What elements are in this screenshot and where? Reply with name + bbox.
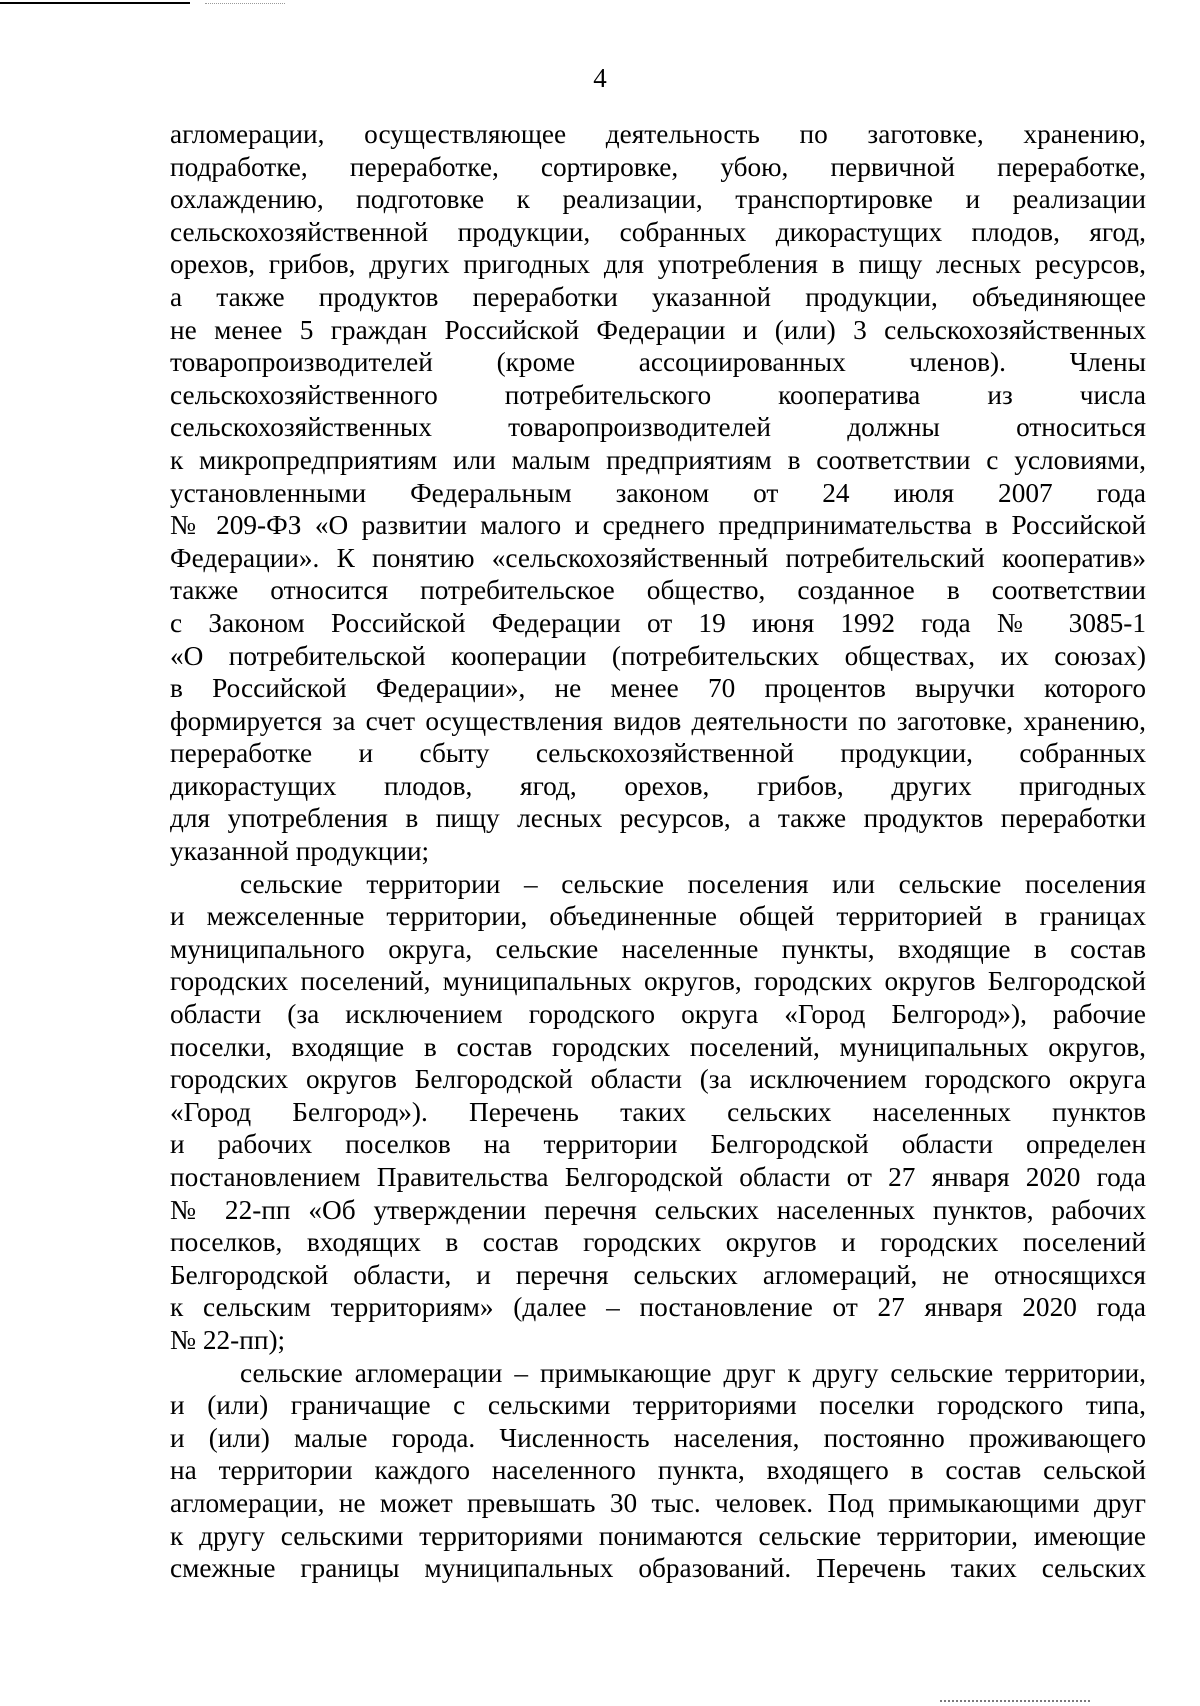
page-number: 4 — [593, 63, 607, 93]
text-line: к сельским территориям» (далее – постановление от 27 января 2020 года — [170, 1292, 1146, 1323]
text-line: установленными Федеральным законом от 24 июля 2007 года — [170, 477, 1146, 508]
text-line: в Российской Федерации», не менее 70 процентов выручки которого — [170, 673, 1146, 704]
text-line: поселков, входящих в состав городских округов и городских поселений — [170, 1227, 1146, 1258]
text-line: области (за исключением городского округа «Город Белгород»), рабочие — [170, 999, 1146, 1030]
text-line: товаропроизводителей (кроме ассоциированных членов). Члены — [170, 347, 1146, 378]
text-line: № 22-пп); — [170, 1324, 286, 1355]
text-line: переработке и сбыту сельскохозяйственной продукции, собранных — [170, 738, 1146, 769]
text-line: а также продуктов переработки указанной продукции, объединяющее — [170, 281, 1146, 312]
text-line: и (или) малые города. Численность населения, постоянно проживающего — [170, 1422, 1146, 1453]
text-line: формируется за счет осуществления видов деятельности по заготовке, хранению, — [170, 705, 1146, 736]
text-line: агломерации, не может превышать 30 тыс. человек. Под примыкающими друг — [170, 1487, 1146, 1518]
text-line: сельские территории – сельские поселения или сельские поселения — [240, 868, 1146, 899]
text-line: для употребления в пищу лесных ресурсов, а также продуктов переработки — [170, 803, 1146, 834]
paragraph-rural-territories — [170, 868, 1146, 1357]
text-line: и рабочих поселков на территории Белгородской области определен — [170, 1129, 1146, 1160]
text-line: сельскохозяйственного потребительского кооператива из числа — [170, 379, 1146, 410]
text-line: на территории каждого населенного пункта, входящего в состав сельской — [170, 1455, 1146, 1486]
text-line: постановлением Правительства Белгородской области от 27 января 2020 года — [170, 1162, 1146, 1192]
scan-border-dots — [205, 3, 285, 4]
text-line: городских поселений, муниципальных округов, городских округов Белгородской — [170, 966, 1146, 997]
scan-border-line — [0, 2, 190, 4]
text-line: муниципального округа, сельские населенные пункты, входящие в состав — [170, 933, 1146, 964]
text-line: охлаждению, подготовке к реализации, транспортировке и реализации — [170, 184, 1146, 215]
paragraph-rural-agglomerations — [170, 1357, 1146, 1585]
text-line: с Законом Российской Федерации от 19 июня 1992 года № 3085-1 — [170, 607, 1146, 638]
text-line: городских округов Белгородской области (за исключением городского округа — [170, 1064, 1146, 1095]
text-line: указанной продукции; — [170, 836, 430, 867]
paragraph-cooperative-definition — [170, 118, 1146, 868]
scan-bottom-artifact — [940, 1700, 1090, 1702]
text-line: агломерации, осуществляющее деятельность по заготовке, хранению, — [170, 119, 1146, 149]
text-line: к другу сельскими территориями понимаются сельские территории, имеющие — [170, 1520, 1146, 1551]
document-body — [170, 118, 1146, 1585]
text-line: орехов, грибов, других пригодных для употребления в пищу лесных ресурсов, — [170, 249, 1146, 280]
text-line: сельскохозяйственной продукции, собранных дикорастущих плодов, ягод, — [170, 216, 1146, 247]
text-line: подработке, переработке, сортировке, убою, первичной переработке, — [170, 151, 1146, 182]
text-line: сельские агломерации – примыкающие друг к другу сельские территории, — [240, 1357, 1146, 1388]
text-line: не менее 5 граждан Российской Федерации и (или) 3 сельскохозяйственных — [170, 314, 1146, 345]
text-line: «Город Белгород»). Перечень таких сельских населенных пунктов — [170, 1096, 1146, 1127]
text-line: также относится потребительское общество, созданное в соответствии — [170, 575, 1146, 606]
text-line: сельскохозяйственных товаропроизводителей должны относиться — [170, 412, 1146, 443]
text-line: и межселенные территории, объединенные общей территорией в границах — [170, 901, 1146, 932]
text-line: № 22-пп «Об утверждении перечня сельских населенных пунктов, рабочих — [170, 1194, 1146, 1225]
text-line: Белгородской области, и перечня сельских агломераций, не относящихся — [170, 1259, 1146, 1290]
text-line: к микропредприятиям или малым предприятиям в соответствии с условиями, — [170, 444, 1146, 475]
text-line: № 209-ФЗ «О развитии малого и среднего предпринимательства в Российской — [170, 510, 1146, 541]
text-line: дикорастущих плодов, ягод, орехов, грибов, других пригодных — [170, 770, 1146, 801]
text-line: поселки, входящие в состав городских поселений, муниципальных округов, — [170, 1031, 1146, 1062]
text-line: «О потребительской кооперации (потребительских обществах, их союзах) — [170, 640, 1146, 671]
text-line: Федерации». К понятию «сельскохозяйственный потребительский кооператив» — [170, 542, 1146, 573]
text-line: смежные границы муниципальных образований. Перечень таких сельских — [170, 1553, 1146, 1584]
text-line: и (или) граничащие с сельскими территориями поселки городского типа, — [170, 1390, 1146, 1421]
